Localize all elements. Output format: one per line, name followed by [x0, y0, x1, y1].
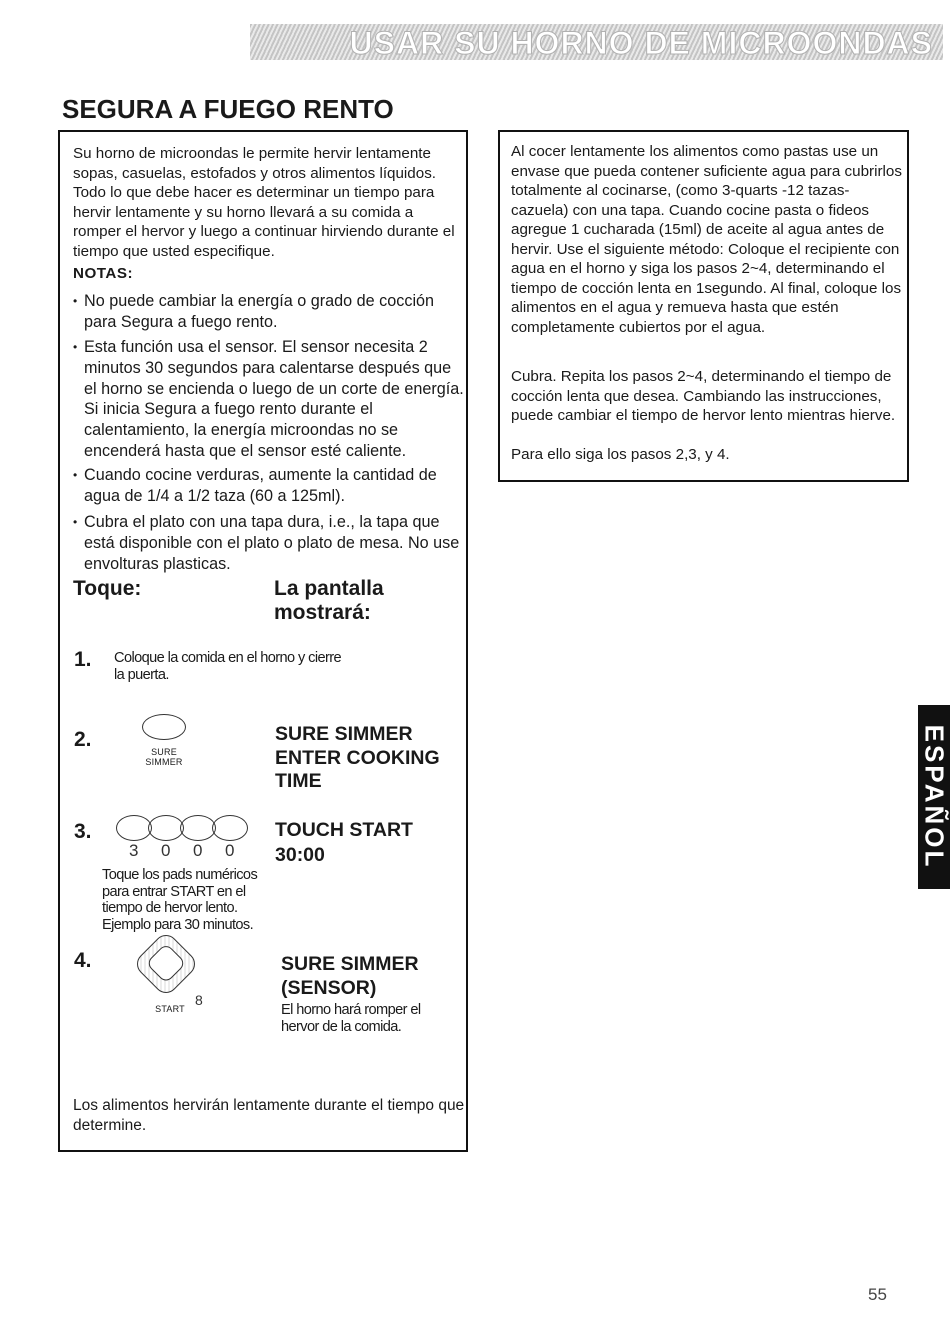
step-number: 1. — [74, 648, 92, 671]
pad-digit: 0 — [225, 841, 235, 860]
step-2-display: SURE SIMMER ENTER COOKING TIME — [275, 723, 440, 792]
step-3-display-time: 30:00 — [275, 844, 325, 866]
number-pad-icon — [180, 815, 216, 841]
pad-digit: 3 — [129, 841, 139, 860]
start-pad-icon — [132, 930, 200, 998]
note-item: • Cubra el plato con una tapa dura, i.e., la tapa que está disponible con el plato o plato de mesa. No use envolturas plasticas. — [73, 512, 465, 574]
instructions-box — [58, 130, 468, 1152]
number-pad-icon — [148, 815, 184, 841]
number-pad-icon — [116, 815, 152, 841]
footer-text: Los alimentos hervirán lentamente durante el tiempo que determine. — [73, 1097, 465, 1134]
pasta-paragraph: Al cocer lentamente los alimentos como pastas use un envase que pueda contener suficiente agua para cubrirlos totalmente al cocinarse, (como 3-quarts -12 tazas- cazuela) con una tapa. Cuando cocine pasta o fideos agregue 1 cucharada (15ml) de aceite al agua antes de hervir. Use el siguiente método: Coloque el recipiente con agua en el horno y siga los pasos 2~4, determinando el tiempo de cocción lenta en 1segundo. Al final, coloque los alimentos en el agua y remueva hasta que estén completamente cubiertos por el agua. — [511, 143, 902, 336]
language-tab — [918, 705, 950, 889]
lock-icon: 8 — [195, 992, 203, 1008]
banner-text: USAR SU HORNO DE MICROONDAS — [349, 25, 933, 60]
pad-digit: 0 — [193, 841, 203, 860]
note-item: • Cuando cocine verduras, aumente la cantidad de agua de 1/4 a 1/2 taza (60 a 125ml). — [73, 465, 465, 507]
notes-title: NOTAS: — [73, 265, 134, 282]
note-item: • No puede cambiar la energía o grado de cocción para Segura a fuego rento. — [73, 291, 465, 333]
pad-digit: 0 — [161, 841, 171, 860]
step-number: 3. — [74, 820, 92, 843]
step-4-text: El horno hará romper el hervor de la comida. — [281, 1002, 421, 1035]
language-tab-label: ESPAÑOL — [919, 724, 950, 870]
steps-paragraph: Para ello siga los pasos 2,3, y 4. — [511, 446, 730, 463]
number-pad-icon — [212, 815, 248, 841]
repeat-paragraph: Cubra. Repita los pasos 2~4, determinando el tiempo de cocción lenta que desea. Cambiando las instrucciones, puede cambiar el tiempo de hervor lento mientras hierve. — [511, 368, 896, 424]
pasta-tips-box — [498, 130, 909, 482]
note-item: • Esta función usa el sensor. El sensor necesita 2 minutos 30 segundos para calentarse después que el horno se encienda o luego de un corte de energía. Si inicia Segura a fuego rento durante el calentamiento, la energía microondas no se encenderá hasta que el sensor esté caliente. — [73, 337, 465, 462]
sure-simmer-pad-icon — [142, 714, 186, 740]
step-1-text: Coloque la comida en el horno y cierre la puerta. — [114, 650, 342, 683]
section-banner — [250, 24, 943, 60]
pad-label: START — [155, 1004, 185, 1014]
intro-paragraph: Su horno de microondas le permite hervir lentamente sopas, casuelas, estofados y otros alimentos líquidos. Todo lo que debe hacer es determinar un tiempo para hervir lentamente y su horno llevará a su comida a romper el hervor y luego a continuar hirviendo durante el tiempo que usted especifique. — [73, 145, 455, 260]
page-title: SEGURA A FUEGO RENTO — [62, 94, 394, 124]
display-column-header: La pantalla mostrará: — [274, 577, 384, 624]
step-3-text: Toque los pads numéricos para entrar START en el tiempo de hervor lento. Ejemplo para 30 minutos. — [102, 867, 258, 933]
step-number: 2. — [74, 728, 92, 751]
page-number: 55 — [868, 1285, 887, 1304]
touch-column-header: Toque: — [73, 577, 142, 600]
step-3-display: TOUCH START — [275, 819, 413, 841]
step-4-display: SURE SIMMER (SENSOR) — [281, 953, 419, 999]
pad-label: SURE SIMMER — [145, 747, 183, 767]
step-number: 4. — [74, 949, 92, 972]
